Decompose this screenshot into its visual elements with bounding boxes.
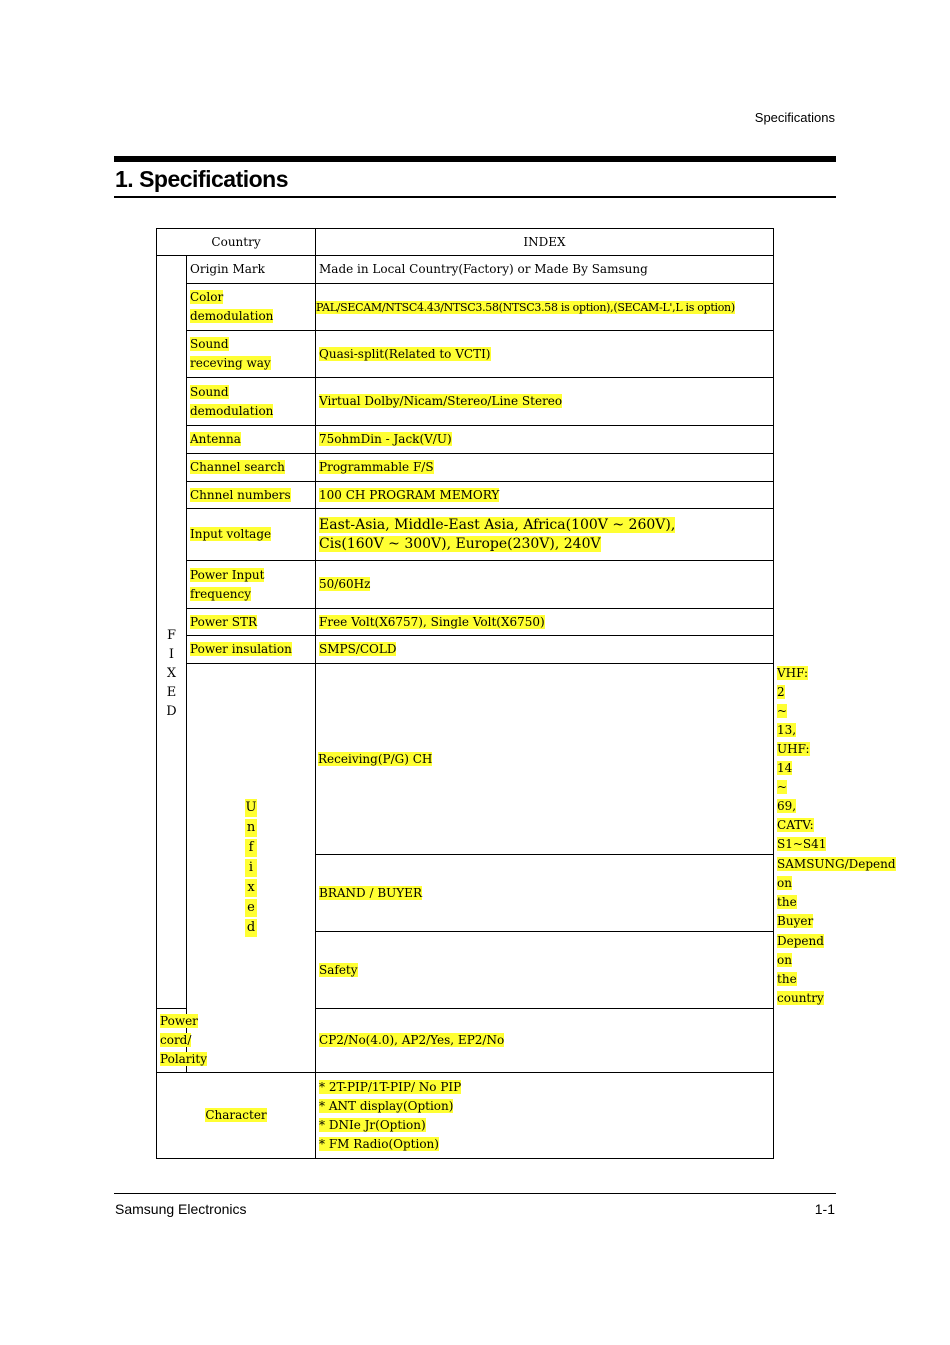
spec-label: BRAND / BUYER [316, 855, 774, 932]
specifications-table [156, 228, 896, 1159]
header-country: Country [157, 229, 316, 256]
table-row [157, 509, 774, 561]
title-top-rule [114, 156, 836, 162]
header-index: INDEX [316, 229, 774, 256]
spec-value: 100 CH PROGRAM MEMORY [316, 482, 774, 509]
spec-value: 75ohmDin - Jack(V/U) [316, 426, 774, 454]
spec-value: CP2/No(4.0), AP2/Yes, EP2/No [316, 1009, 774, 1073]
spec-value: Virtual Dolby/Nicam/Stereo/Line Stereo [316, 378, 774, 426]
spec-label: Chnnel numbers [187, 482, 316, 509]
unfixed-group-label: U n f i x e d [187, 664, 316, 1073]
table-header-row [157, 229, 774, 256]
spec-value: * 2T-PIP/1T-PIP/ No PIP * ANT display(Option) * DNIe Jr(Option) * FM Radio(Option) [316, 1073, 774, 1159]
spec-label: Sound receving way [187, 331, 316, 378]
spec-label: Color demodulation [187, 284, 316, 331]
table-row: BRAND / BUYER SAMSUNG/Depend on the Buyer [157, 855, 774, 932]
spec-label: Character [157, 1073, 316, 1159]
table-row: Safety Depend on the country [157, 932, 774, 1009]
spec-value: East-Asia, Middle-East Asia, Africa(100V ~ 260V), Cis(160V ~ 300V), Europe(230V), 240V [316, 509, 774, 561]
spec-label: Origin Mark [187, 256, 316, 284]
spec-label: Power insulation [187, 636, 316, 664]
table-row [157, 609, 774, 636]
table-row: U n f i x e d Receiving(P/G) CH VHF: 2 ~ 13, UHF: 14 ~ 69, CATV: S1~S41 [157, 664, 774, 855]
spec-value: Quasi-split(Related to VCTI) [316, 331, 774, 378]
spec-label: Power cord/ Polarity [157, 1009, 187, 1073]
spec-value: 50/60Hz [316, 561, 774, 609]
spec-label: Input voltage [187, 509, 316, 561]
table-row [157, 561, 774, 609]
fixed-group-label: F I X E D [157, 256, 187, 1009]
footer-rule [114, 1193, 836, 1194]
table-row [157, 378, 774, 426]
spec-label: Safety [316, 932, 774, 1009]
spec-label: Power STR [187, 609, 316, 636]
spec-label: Sound demodulation [187, 378, 316, 426]
page-title: 1. Specifications [115, 166, 289, 192]
spec-label: Antenna [187, 426, 316, 454]
page-number: 1-1 [814, 1201, 835, 1217]
table-row [157, 454, 774, 482]
table-row [157, 1073, 774, 1159]
table-row [157, 482, 774, 509]
spec-value: SMPS/COLD [316, 636, 774, 664]
table-row [157, 256, 774, 284]
table-row [157, 426, 774, 454]
footer-company: Samsung Electronics [115, 1201, 247, 1217]
spec-label: Receiving(P/G) CH [316, 664, 774, 855]
spec-value: Free Volt(X6757), Single Volt(X6750) [316, 609, 774, 636]
table-row [157, 636, 774, 664]
table-row [157, 331, 774, 378]
table-row [157, 284, 774, 331]
title-bottom-rule [114, 196, 836, 198]
spec-value: PAL/SECAM/NTSC4.43/NTSC3.58(NTSC3.58 is option),(SECAM-L',L is option) [316, 284, 774, 331]
spec-label: Channel search [187, 454, 316, 482]
running-header: Specifications [754, 110, 835, 125]
spec-label: Power Input frequency [187, 561, 316, 609]
spec-value: Programmable F/S [316, 454, 774, 482]
spec-value: Made in Local Country(Factory) or Made By Samsung [316, 256, 774, 284]
